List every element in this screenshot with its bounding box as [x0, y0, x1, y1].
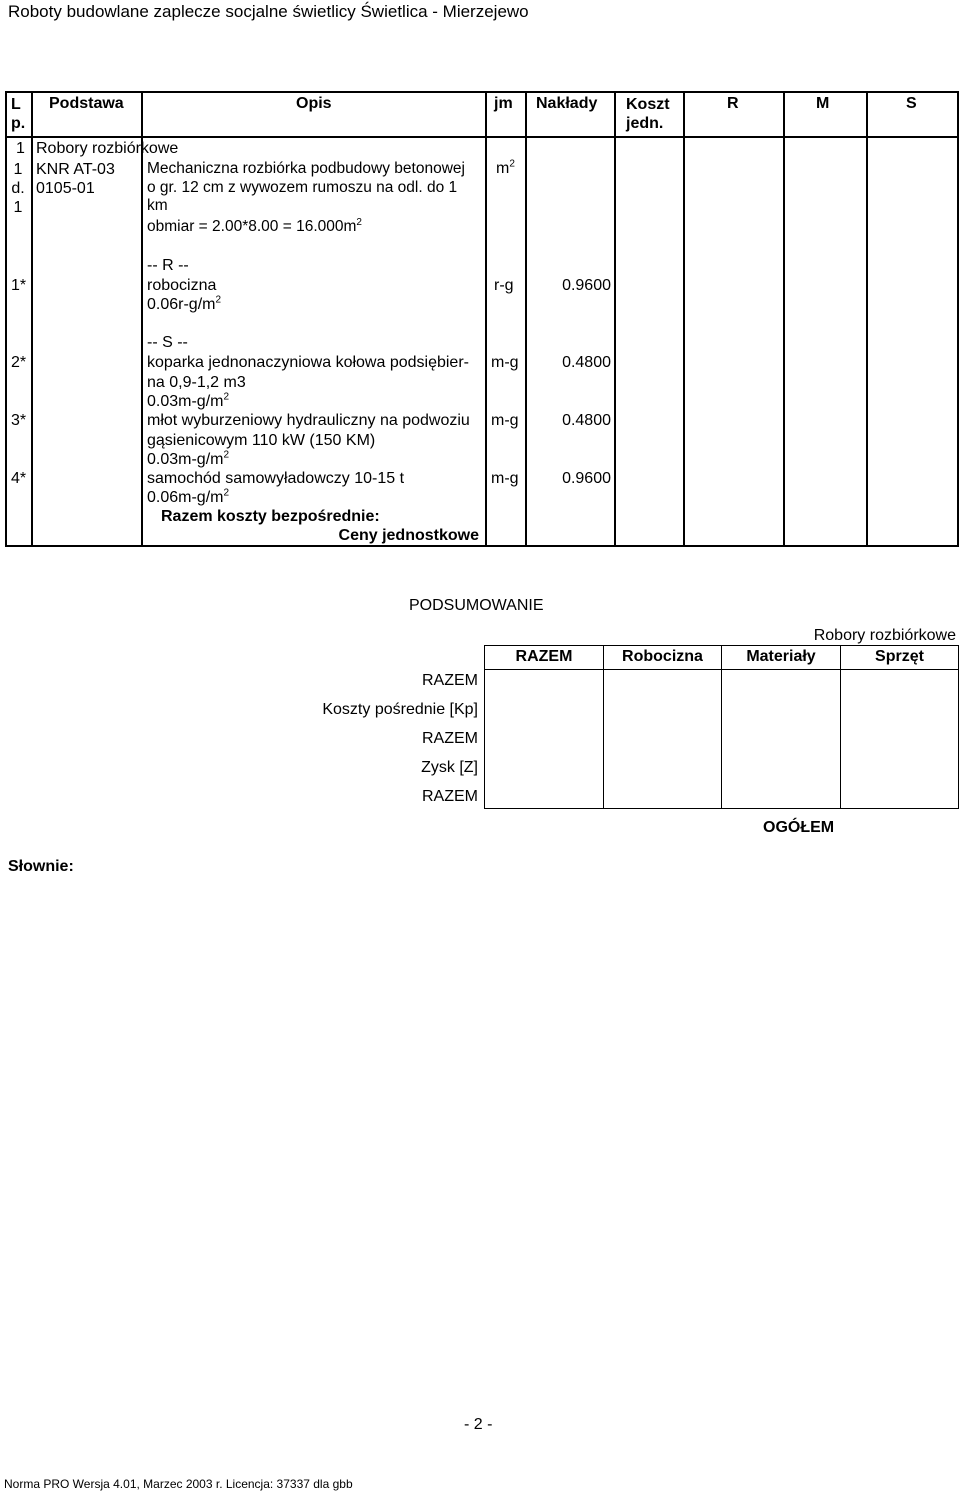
s-item-line2: na 0,9-1,2 m3 — [147, 374, 246, 391]
summary-grid-line — [958, 645, 959, 809]
words-label: Słownie: — [8, 858, 74, 875]
summary-title: PODSUMOWANIE — [409, 597, 544, 614]
page-number: - 2 - — [464, 1416, 493, 1433]
header-m: M — [816, 95, 830, 112]
s-item-unit: m-g — [491, 412, 519, 429]
col-divider — [866, 91, 868, 547]
summary-col-materialy: Materiały — [746, 648, 816, 665]
summary-grid-line — [721, 645, 722, 809]
summary-row-label: RAZEM — [422, 788, 478, 805]
grand-total-label: OGÓŁEM — [763, 819, 835, 836]
s-item-norm: $0.06m-g/m^2$ — [147, 487, 230, 506]
s-item-norm: $0.03m-g/m^2$ — [147, 391, 230, 410]
header-koszt: Koszt jedn. — [626, 96, 670, 133]
s-item-norm: $0.03m-g/m^2$ — [147, 449, 230, 468]
header-opis: Opis — [296, 95, 332, 112]
s-item-line1: koparka jednonaczyniowa kołowa podsiębier- — [147, 354, 469, 371]
summary-col-sprzet: Sprzęt — [875, 648, 924, 665]
summary-row-label: Zysk [Z] — [421, 759, 478, 776]
footer-license: Norma PRO Wersja 4.01, Marzec 2003 r. Licencja: 37337 dla gbb — [4, 1477, 353, 1491]
s-item-number: 2* — [11, 354, 27, 371]
summary-row-label: RAZEM — [422, 730, 478, 747]
col-divider — [783, 91, 785, 547]
position-podstawa: KNR AT-03 0105-01 — [36, 161, 115, 198]
r-item-norm: $0.06r-g/m^2$ — [147, 294, 222, 313]
header-jm: jm — [494, 95, 513, 112]
header-s: S — [906, 95, 917, 112]
unit-prices-label: Ceny jednostkowe — [338, 527, 479, 544]
summary-row-label: Koszty pośrednie [Kp] — [322, 701, 478, 718]
direct-costs-label: Razem koszty bezpośrednie: — [161, 508, 380, 525]
s-item-value: 0.4800 — [562, 412, 611, 429]
s-marker: -- S -- — [147, 334, 188, 351]
section-number: 1 — [16, 140, 25, 157]
section-title: Robory rozbiórkowe — [36, 140, 179, 157]
s-item-number: 4* — [11, 470, 27, 487]
header-lp: L p. — [11, 96, 26, 133]
col-divider — [614, 91, 616, 547]
col-divider — [31, 91, 33, 547]
s-item-value: 0.9600 — [562, 470, 611, 487]
s-item-number: 3* — [11, 412, 27, 429]
position-obmiar: obmiar = $2.00*8.00 = 16.000m^2$ — [147, 216, 362, 235]
r-item-number: 1* — [11, 277, 27, 294]
summary-grid-line — [840, 645, 841, 809]
summary-grid-line — [484, 645, 485, 809]
header-naklady: Nakłady — [536, 95, 598, 112]
header-divider — [5, 136, 959, 138]
summary-group: Robory rozbiórkowe — [813, 627, 956, 644]
s-item-line1: samochód samowyładowczy 10-15 t — [147, 470, 405, 487]
r-marker: -- R -- — [147, 257, 189, 274]
col-divider — [525, 91, 527, 547]
header-podstawa: Podstawa — [49, 95, 124, 112]
summary-col-robocizna: Robocizna — [622, 648, 703, 665]
r-item-name: robocizna — [147, 277, 217, 294]
col-divider — [485, 91, 487, 547]
s-item-unit: m-g — [491, 470, 519, 487]
r-item-unit: r-g — [494, 277, 514, 294]
col-divider — [141, 91, 143, 547]
table-right-border — [957, 91, 959, 547]
position-jm: $m^2$ — [496, 158, 515, 177]
summary-row-label: RAZEM — [422, 672, 478, 689]
header-r: R — [727, 95, 739, 112]
s-item-line2: gąsienicowym 110 kW (150 KM) — [147, 432, 376, 449]
table-bottom-border — [5, 545, 959, 547]
page-title: Roboty budowlane zaplecze socjalne świetlicy Świetlica - Mierzejewo — [8, 2, 529, 21]
position-description: Mechaniczna rozbiórka podbudowy betonowej o gr. 12 cm z wywozem rumoszu na odl. do 1 km — [147, 160, 465, 215]
s-item-value: 0.4800 — [562, 354, 611, 371]
s-item-line1: młot wyburzeniowy hydrauliczny na podwoziu — [147, 412, 470, 429]
table-left-border — [5, 91, 7, 547]
r-item-value: 0.9600 — [562, 277, 611, 294]
col-divider — [683, 91, 685, 547]
s-item-unit: m-g — [491, 354, 519, 371]
table-top-border — [5, 91, 959, 93]
summary-grid-line — [603, 645, 604, 809]
summary-col-razem: RAZEM — [515, 648, 573, 665]
position-lp: 1 d. 1 — [11, 161, 25, 217]
